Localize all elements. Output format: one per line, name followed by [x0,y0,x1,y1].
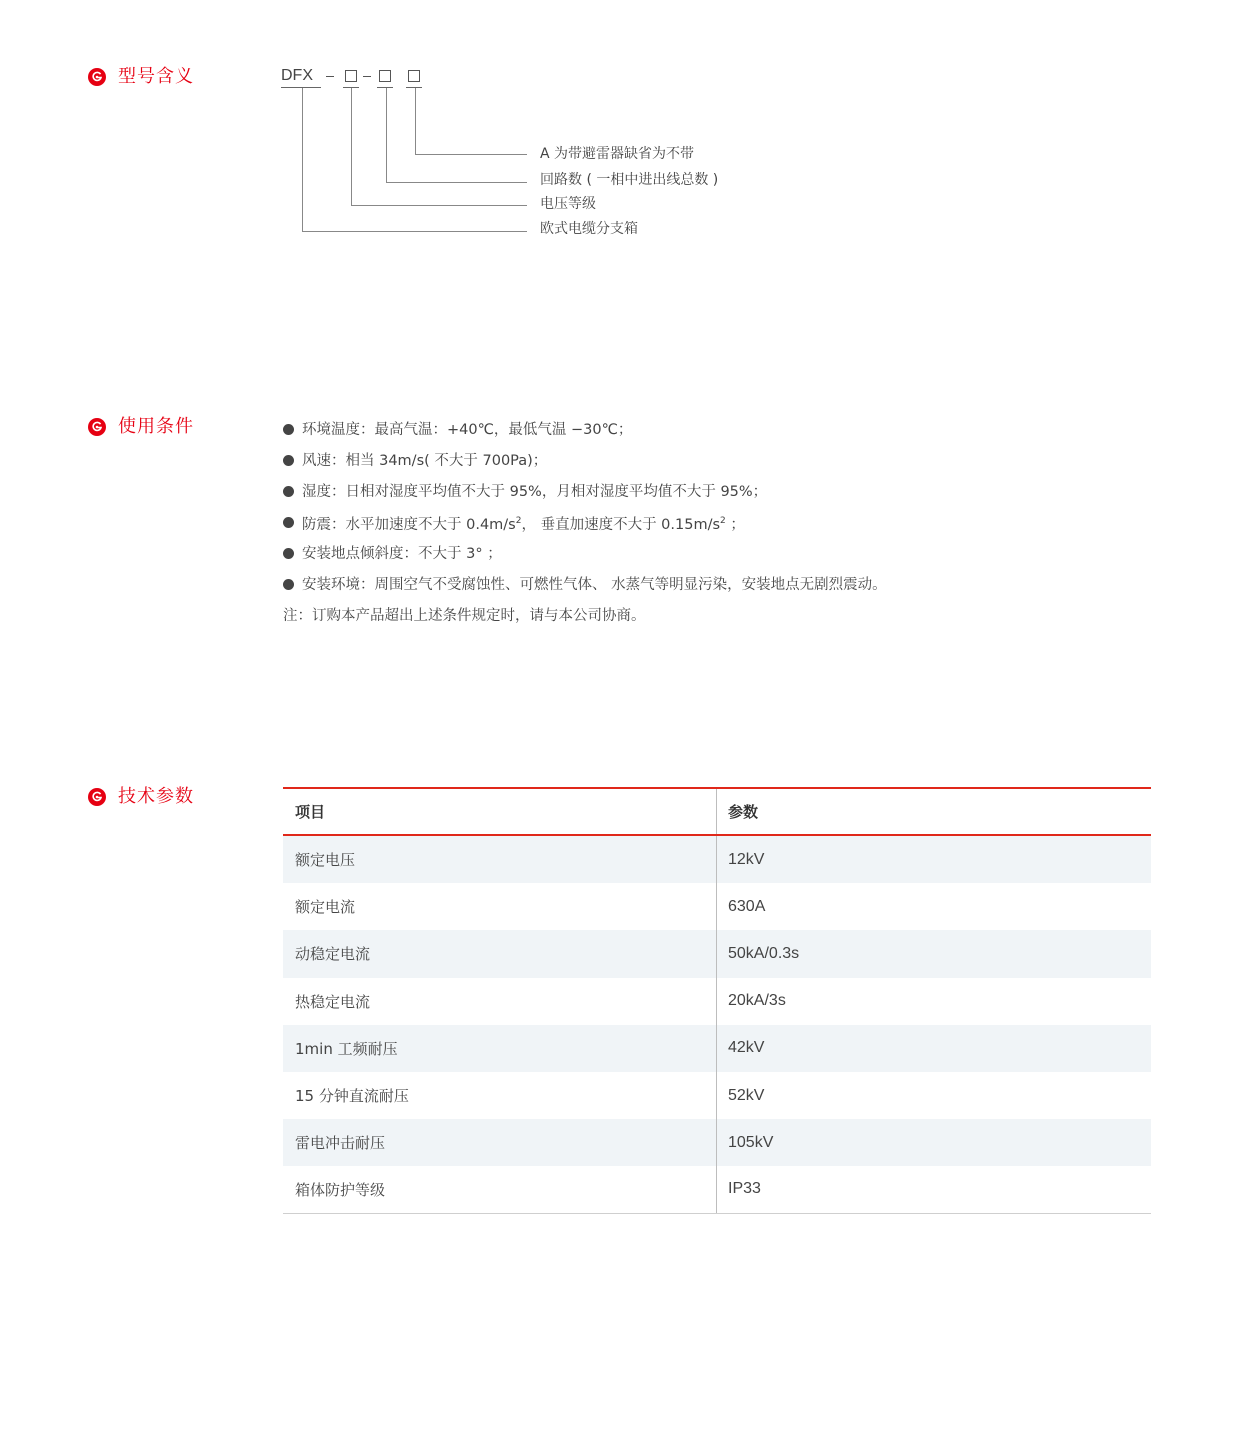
table-row [283,978,1151,1025]
placeholder-box-circuits [379,70,391,82]
legend-product: 欧式电缆分支箱 [540,221,638,237]
separator-dash [326,76,334,77]
connector-line [415,154,527,155]
cell-item: 箱体防护等级 [283,1166,717,1212]
bullet-icon [283,579,294,590]
section-title: 技术参数 [118,786,194,807]
table-row [283,1166,1151,1213]
prefix-underline [281,87,321,88]
list-item [283,569,887,600]
legend-arrester: A 为带避雷器缺省为不带 [540,146,695,162]
legend-voltage: 电压等级 [540,196,596,212]
condition-environment: 安装环境：周围空气不受腐蚀性、可燃性气体、 水蒸气等明显污染，安装地点无剧烈震动。 [302,576,887,593]
list-item [283,507,887,538]
cell-item: 雷电冲击耐压 [283,1119,717,1166]
table-row [283,883,1151,930]
connector-line [415,88,416,154]
connector-line [351,88,352,205]
separator-dash [363,76,371,77]
table-row [283,1025,1151,1072]
cell-value: 50kA/0.3s [728,944,800,962]
list-item [283,445,887,476]
column-header-value: 参数 [728,803,759,821]
condition-seismic: 防震：水平加速度不大于 $0.4m/s^2$， 垂直加速度不大于 $0.15m/s^2$ ； [302,515,745,533]
connector-line [386,182,527,183]
cell-item: 额定电压 [283,836,717,883]
bullet-icon [283,548,294,559]
legend-circuits: 回路数 ( 一相中进出线总数 ) [540,172,719,188]
box-underline [406,87,422,88]
model-prefix: DFX [281,67,313,84]
cell-item: 热稳定电流 [283,978,717,1025]
table-row [283,1119,1151,1166]
cell-value: 42kV [728,1039,765,1057]
model-code-diagram [0,0,1240,260]
cell-value: 630A [728,897,766,915]
bullet-icon [283,424,294,435]
cell-value: 52kV [728,1086,765,1104]
cell-value: 105kV [728,1133,774,1151]
list-item [283,476,887,507]
section-heading-conditions [88,415,194,439]
placeholder-box-arrester [408,70,420,82]
cell-item: 额定电流 [283,883,717,930]
brand-logo-icon [88,418,106,436]
bullet-icon [283,455,294,466]
cell-value: IP33 [728,1180,761,1198]
cell-item: 1min 工频耐压 [283,1025,717,1072]
bullet-icon [283,517,294,528]
table-header-row [283,789,1151,836]
connector-line [302,88,303,231]
conditions-note: 注：订购本产品超出上述条件规定时，请与本公司协商。 [283,607,646,624]
conditions-list [283,414,887,631]
bullet-icon [283,486,294,497]
table-row [283,930,1151,977]
brand-logo-icon [88,788,106,806]
connector-line [302,231,527,232]
condition-humidity: 湿度：日相对湿度平均值不大于 95%，月相对湿度平均值不大于 95%； [302,483,768,500]
condition-wind: 风速：相当 34m/s( 不大于 700Pa)； [302,452,548,469]
table-row [283,1072,1151,1119]
cell-item: 动稳定电流 [283,930,717,977]
connector-line [386,88,387,182]
box-underline [377,87,393,88]
cell-item: 15 分钟直流耐压 [283,1072,717,1119]
section-title: 型号含义 [118,66,194,87]
table-row [283,836,1151,883]
cell-value: 20kA/3s [728,992,786,1010]
cell-value: 12kV [728,850,765,868]
connector-line [351,205,527,206]
list-item [283,414,887,445]
placeholder-box-voltage [345,70,357,82]
section-heading-tech-params [88,785,194,809]
list-item [283,538,887,569]
condition-temperature: 环境温度：最高气温：+40℃，最低气温 −30℃； [302,421,633,438]
column-header-item: 项目 [283,789,717,834]
spec-table [283,787,1151,1214]
condition-inclination: 安装地点倾斜度：不大于 3° ； [302,545,502,562]
section-title: 使用条件 [118,416,194,437]
